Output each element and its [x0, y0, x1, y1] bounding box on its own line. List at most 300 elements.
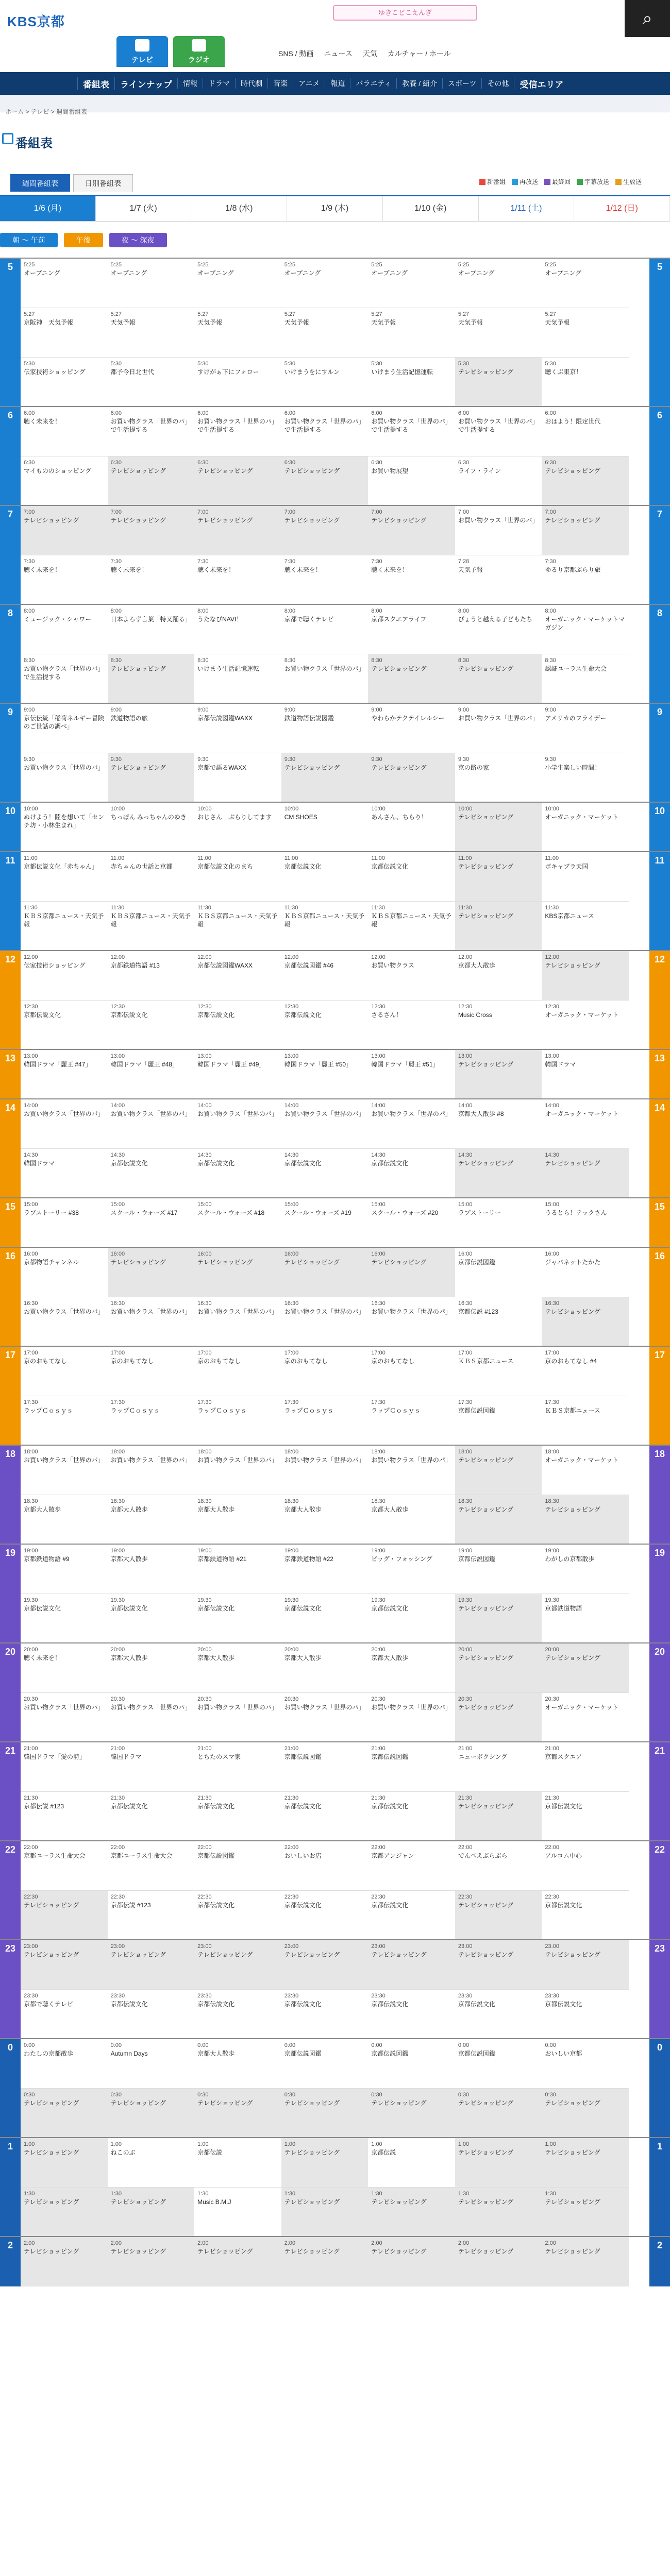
program-cell[interactable] — [108, 1545, 195, 1594]
time-jump-button[interactable]: 朝 ～ 午前 — [0, 233, 58, 247]
program-cell[interactable] — [194, 1990, 281, 2039]
program-cell[interactable] — [21, 1693, 108, 1742]
program-cell[interactable] — [21, 506, 108, 555]
program-cell[interactable] — [108, 2089, 195, 2138]
program-cell[interactable] — [368, 1545, 455, 1594]
program-cell[interactable] — [455, 555, 542, 605]
program-cell[interactable] — [194, 1940, 281, 1990]
program-cell[interactable] — [194, 2188, 281, 2237]
program-cell[interactable] — [455, 1297, 542, 1347]
mainnav-item[interactable]: 番組表 — [77, 77, 114, 90]
program-cell[interactable] — [542, 1099, 629, 1149]
program-cell[interactable] — [194, 1001, 281, 1050]
program-cell[interactable] — [194, 1347, 281, 1396]
program-cell[interactable] — [281, 1001, 368, 1050]
program-cell[interactable] — [281, 407, 368, 456]
program-cell[interactable] — [194, 555, 281, 605]
program-cell[interactable] — [281, 555, 368, 605]
program-cell[interactable] — [194, 902, 281, 951]
program-cell[interactable] — [368, 1149, 455, 1198]
program-cell[interactable] — [455, 1446, 542, 1495]
program-cell[interactable] — [21, 1545, 108, 1594]
program-cell[interactable] — [108, 2039, 195, 2089]
mainnav-item[interactable]: 時代劇 — [235, 78, 267, 89]
program-cell[interactable] — [194, 456, 281, 506]
program-cell[interactable] — [542, 1446, 629, 1495]
program-cell[interactable] — [368, 1099, 455, 1149]
program-cell[interactable] — [281, 1594, 368, 1643]
program-cell[interactable] — [194, 1050, 281, 1099]
program-cell[interactable] — [542, 259, 629, 308]
program-cell[interactable] — [368, 308, 455, 358]
program-cell[interactable] — [542, 1841, 629, 1891]
program-cell[interactable] — [194, 1099, 281, 1149]
program-cell[interactable] — [281, 1742, 368, 1792]
program-cell[interactable] — [194, 605, 281, 654]
program-cell[interactable] — [455, 1792, 542, 1841]
program-cell[interactable] — [108, 852, 195, 902]
program-cell[interactable] — [281, 1446, 368, 1495]
program-cell[interactable] — [21, 803, 108, 852]
program-cell[interactable] — [194, 1891, 281, 1940]
program-cell[interactable] — [108, 1248, 195, 1297]
program-cell[interactable] — [194, 2089, 281, 2138]
program-cell[interactable] — [368, 1643, 455, 1693]
program-cell[interactable] — [368, 1396, 455, 1446]
program-cell[interactable] — [21, 1198, 108, 1248]
program-cell[interactable] — [542, 852, 629, 902]
program-cell[interactable] — [108, 2188, 195, 2237]
program-cell[interactable] — [455, 1347, 542, 1396]
program-cell[interactable] — [281, 654, 368, 704]
program-cell[interactable] — [455, 1149, 542, 1198]
program-cell[interactable] — [194, 803, 281, 852]
program-cell[interactable] — [455, 902, 542, 951]
program-cell[interactable] — [455, 2138, 542, 2188]
program-cell[interactable] — [368, 407, 455, 456]
program-cell[interactable] — [194, 1643, 281, 1693]
program-cell[interactable] — [21, 1248, 108, 1297]
promo-banner[interactable]: ゆきこどこえんぎ — [333, 5, 477, 21]
program-cell[interactable] — [21, 1050, 108, 1099]
program-cell[interactable] — [21, 1841, 108, 1891]
program-cell[interactable] — [21, 407, 108, 456]
program-cell[interactable] — [368, 506, 455, 555]
program-cell[interactable] — [368, 1693, 455, 1742]
program-cell[interactable] — [368, 1742, 455, 1792]
program-cell[interactable] — [21, 1396, 108, 1446]
program-cell[interactable] — [108, 456, 195, 506]
program-cell[interactable] — [194, 1396, 281, 1446]
program-cell[interactable] — [108, 1198, 195, 1248]
program-cell[interactable] — [108, 1891, 195, 1940]
program-cell[interactable] — [194, 704, 281, 753]
program-cell[interactable] — [281, 308, 368, 358]
program-cell[interactable] — [542, 1742, 629, 1792]
program-cell[interactable] — [542, 2188, 629, 2237]
program-cell[interactable] — [194, 506, 281, 555]
program-cell[interactable] — [455, 1099, 542, 1149]
program-cell[interactable] — [281, 2039, 368, 2089]
program-cell[interactable] — [455, 1545, 542, 1594]
program-cell[interactable] — [21, 456, 108, 506]
program-cell[interactable] — [108, 259, 195, 308]
program-cell[interactable] — [281, 1792, 368, 1841]
program-cell[interactable] — [368, 1297, 455, 1347]
program-cell[interactable] — [108, 1742, 195, 1792]
program-cell[interactable] — [455, 1050, 542, 1099]
program-cell[interactable] — [281, 1149, 368, 1198]
program-cell[interactable] — [21, 1940, 108, 1990]
program-cell[interactable] — [108, 308, 195, 358]
program-cell[interactable] — [455, 358, 542, 407]
program-cell[interactable] — [194, 2039, 281, 2089]
program-cell[interactable] — [455, 1891, 542, 1940]
program-cell[interactable] — [368, 803, 455, 852]
program-cell[interactable] — [281, 1841, 368, 1891]
program-cell[interactable] — [194, 951, 281, 1001]
program-cell[interactable] — [455, 1643, 542, 1693]
program-cell[interactable] — [368, 1248, 455, 1297]
nav-weather[interactable]: 天気 — [362, 49, 377, 58]
program-cell[interactable] — [368, 1990, 455, 2039]
program-cell[interactable] — [194, 1446, 281, 1495]
program-cell[interactable] — [368, 456, 455, 506]
program-cell[interactable] — [21, 1149, 108, 1198]
program-cell[interactable] — [368, 1446, 455, 1495]
program-cell[interactable] — [21, 2089, 108, 2138]
program-cell[interactable] — [455, 1990, 542, 2039]
program-cell[interactable] — [542, 1693, 629, 1742]
program-cell[interactable] — [281, 1396, 368, 1446]
program-cell[interactable] — [542, 2237, 629, 2286]
program-cell[interactable] — [108, 1643, 195, 1693]
program-cell[interactable] — [194, 753, 281, 803]
program-cell[interactable] — [368, 1001, 455, 1050]
program-cell[interactable] — [281, 1940, 368, 1990]
program-cell[interactable] — [455, 803, 542, 852]
program-cell[interactable] — [21, 1594, 108, 1643]
program-cell[interactable] — [108, 605, 195, 654]
program-cell[interactable] — [21, 1792, 108, 1841]
program-cell[interactable] — [21, 2237, 108, 2286]
kbs-logo[interactable]: KBS京都 — [7, 14, 65, 29]
nav-culture[interactable]: カルチャー / ホール — [387, 49, 451, 58]
program-cell[interactable] — [455, 605, 542, 654]
program-cell[interactable] — [368, 2138, 455, 2188]
program-cell[interactable] — [21, 2039, 108, 2089]
radio-mode-button[interactable]: ラジオ — [173, 36, 225, 67]
program-cell[interactable] — [194, 1693, 281, 1742]
program-cell[interactable] — [368, 654, 455, 704]
program-cell[interactable] — [108, 1347, 195, 1396]
program-cell[interactable] — [21, 704, 108, 753]
program-cell[interactable] — [455, 2188, 542, 2237]
date-tab[interactable]: 1/11 (土) — [479, 196, 575, 221]
program-cell[interactable] — [281, 1248, 368, 1297]
program-cell[interactable] — [194, 654, 281, 704]
program-cell[interactable] — [542, 1940, 629, 1990]
program-cell[interactable] — [542, 1198, 629, 1248]
program-cell[interactable] — [108, 555, 195, 605]
program-cell[interactable] — [21, 753, 108, 803]
mainnav-item[interactable]: ドラマ — [203, 78, 235, 89]
program-cell[interactable] — [281, 456, 368, 506]
program-cell[interactable] — [455, 2039, 542, 2089]
program-cell[interactable] — [108, 506, 195, 555]
program-cell[interactable] — [455, 852, 542, 902]
program-cell[interactable] — [108, 1050, 195, 1099]
program-cell[interactable] — [194, 1297, 281, 1347]
time-jump-button[interactable]: 夜 ～ 深夜 — [109, 233, 167, 247]
program-cell[interactable] — [455, 654, 542, 704]
program-cell[interactable] — [281, 2188, 368, 2237]
mainnav-item[interactable]: ラインナップ — [114, 77, 177, 90]
program-cell[interactable] — [455, 2089, 542, 2138]
program-cell[interactable] — [194, 1594, 281, 1643]
program-cell[interactable] — [281, 902, 368, 951]
program-cell[interactable] — [368, 704, 455, 753]
program-cell[interactable] — [108, 1792, 195, 1841]
program-cell[interactable] — [368, 1198, 455, 1248]
program-cell[interactable] — [542, 1050, 629, 1099]
nav-sns[interactable]: SNS / 動画 — [278, 49, 314, 58]
program-cell[interactable] — [21, 654, 108, 704]
program-cell[interactable] — [108, 407, 195, 456]
program-cell[interactable] — [368, 2039, 455, 2089]
program-cell[interactable] — [542, 407, 629, 456]
program-cell[interactable] — [108, 1001, 195, 1050]
program-cell[interactable] — [368, 753, 455, 803]
program-cell[interactable] — [542, 1891, 629, 1940]
program-cell[interactable] — [542, 1248, 629, 1297]
program-cell[interactable] — [281, 1545, 368, 1594]
program-cell[interactable] — [455, 1693, 542, 1742]
program-cell[interactable] — [542, 2089, 629, 2138]
program-cell[interactable] — [281, 1297, 368, 1347]
program-cell[interactable] — [194, 1792, 281, 1841]
program-cell[interactable] — [194, 1495, 281, 1545]
program-cell[interactable] — [194, 2237, 281, 2286]
program-cell[interactable] — [368, 1050, 455, 1099]
program-cell[interactable] — [194, 1742, 281, 1792]
mainnav-item[interactable]: バラエティ — [350, 78, 396, 89]
program-cell[interactable] — [108, 1297, 195, 1347]
program-cell[interactable] — [108, 753, 195, 803]
program-cell[interactable] — [281, 2138, 368, 2188]
program-cell[interactable] — [368, 902, 455, 951]
program-cell[interactable] — [108, 1841, 195, 1891]
program-cell[interactable] — [108, 803, 195, 852]
program-cell[interactable] — [542, 1347, 629, 1396]
program-cell[interactable] — [542, 654, 629, 704]
program-cell[interactable] — [108, 1099, 195, 1149]
program-cell[interactable] — [108, 1594, 195, 1643]
program-cell[interactable] — [368, 1940, 455, 1990]
program-cell[interactable] — [542, 803, 629, 852]
program-cell[interactable] — [108, 1495, 195, 1545]
program-cell[interactable] — [21, 1891, 108, 1940]
program-cell[interactable] — [542, 1545, 629, 1594]
mainnav-item[interactable]: 情報 — [177, 78, 203, 89]
program-cell[interactable] — [368, 2188, 455, 2237]
program-cell[interactable] — [21, 605, 108, 654]
program-cell[interactable] — [21, 1990, 108, 2039]
program-cell[interactable] — [21, 1347, 108, 1396]
program-cell[interactable] — [455, 456, 542, 506]
program-cell[interactable] — [542, 605, 629, 654]
program-cell[interactable] — [542, 2138, 629, 2188]
program-cell[interactable] — [368, 605, 455, 654]
program-cell[interactable] — [108, 2237, 195, 2286]
program-cell[interactable] — [108, 704, 195, 753]
program-cell[interactable] — [455, 308, 542, 358]
nav-news[interactable]: ニュース — [324, 49, 353, 58]
program-cell[interactable] — [194, 2138, 281, 2188]
date-tab[interactable]: 1/8 (水) — [191, 196, 287, 221]
program-cell[interactable] — [108, 1396, 195, 1446]
program-cell[interactable] — [21, 1099, 108, 1149]
program-cell[interactable] — [368, 358, 455, 407]
program-cell[interactable] — [21, 1297, 108, 1347]
program-cell[interactable] — [455, 951, 542, 1001]
program-cell[interactable] — [455, 753, 542, 803]
program-cell[interactable] — [455, 1198, 542, 1248]
mainnav-item[interactable]: スポーツ — [442, 78, 481, 89]
program-cell[interactable] — [21, 1495, 108, 1545]
program-cell[interactable] — [108, 1446, 195, 1495]
program-cell[interactable] — [455, 1001, 542, 1050]
program-cell[interactable] — [542, 1495, 629, 1545]
program-cell[interactable] — [542, 1643, 629, 1693]
program-cell[interactable] — [281, 852, 368, 902]
mainnav-item[interactable]: その他 — [481, 78, 514, 89]
program-cell[interactable] — [108, 902, 195, 951]
program-cell[interactable] — [455, 2237, 542, 2286]
program-cell[interactable] — [281, 704, 368, 753]
program-cell[interactable] — [368, 1841, 455, 1891]
program-cell[interactable] — [368, 1347, 455, 1396]
program-cell[interactable] — [194, 259, 281, 308]
program-cell[interactable] — [281, 1198, 368, 1248]
program-cell[interactable] — [21, 259, 108, 308]
mainnav-item[interactable]: アニメ — [293, 78, 325, 89]
program-cell[interactable] — [368, 1891, 455, 1940]
program-cell[interactable] — [368, 951, 455, 1001]
mainnav-item[interactable]: 受信エリア — [514, 77, 568, 90]
program-cell[interactable] — [194, 308, 281, 358]
program-cell[interactable] — [108, 2138, 195, 2188]
program-cell[interactable] — [21, 902, 108, 951]
program-cell[interactable] — [21, 2138, 108, 2188]
program-cell[interactable] — [455, 1841, 542, 1891]
program-cell[interactable] — [21, 1001, 108, 1050]
program-cell[interactable] — [21, 358, 108, 407]
program-cell[interactable] — [108, 951, 195, 1001]
program-cell[interactable] — [542, 1792, 629, 1841]
program-cell[interactable] — [21, 852, 108, 902]
program-cell[interactable] — [108, 1149, 195, 1198]
program-cell[interactable] — [21, 1446, 108, 1495]
program-cell[interactable] — [281, 803, 368, 852]
program-cell[interactable] — [108, 1693, 195, 1742]
program-cell[interactable] — [455, 1940, 542, 1990]
program-cell[interactable] — [368, 1495, 455, 1545]
program-cell[interactable] — [21, 1643, 108, 1693]
date-tab[interactable]: 1/6 (月) — [0, 196, 96, 221]
time-jump-button[interactable]: 午後 — [64, 233, 103, 247]
tab-daily[interactable]: 日別番組表 — [73, 174, 133, 192]
program-cell[interactable] — [368, 1792, 455, 1841]
program-cell[interactable] — [542, 1396, 629, 1446]
program-cell[interactable] — [194, 1149, 281, 1198]
program-cell[interactable] — [194, 1198, 281, 1248]
program-cell[interactable] — [542, 704, 629, 753]
program-cell[interactable] — [455, 1495, 542, 1545]
program-cell[interactable] — [542, 506, 629, 555]
program-cell[interactable] — [281, 2237, 368, 2286]
mainnav-item[interactable]: 報道 — [325, 78, 350, 89]
program-cell[interactable] — [455, 506, 542, 555]
program-cell[interactable] — [455, 1396, 542, 1446]
program-cell[interactable] — [455, 1742, 542, 1792]
program-cell[interactable] — [281, 1891, 368, 1940]
program-cell[interactable] — [542, 1990, 629, 2039]
program-cell[interactable] — [21, 2188, 108, 2237]
program-cell[interactable] — [281, 1693, 368, 1742]
program-cell[interactable] — [281, 605, 368, 654]
program-cell[interactable] — [368, 555, 455, 605]
program-cell[interactable] — [281, 1990, 368, 2039]
program-cell[interactable] — [368, 852, 455, 902]
program-cell[interactable] — [281, 1347, 368, 1396]
program-cell[interactable] — [542, 1001, 629, 1050]
date-tab[interactable]: 1/10 (金) — [383, 196, 479, 221]
program-cell[interactable] — [542, 902, 629, 951]
program-cell[interactable] — [542, 951, 629, 1001]
program-cell[interactable] — [542, 555, 629, 605]
program-cell[interactable] — [281, 259, 368, 308]
program-cell[interactable] — [542, 1149, 629, 1198]
program-cell[interactable] — [542, 1594, 629, 1643]
program-cell[interactable] — [108, 654, 195, 704]
program-cell[interactable] — [194, 407, 281, 456]
program-cell[interactable] — [21, 555, 108, 605]
program-cell[interactable] — [281, 951, 368, 1001]
mainnav-item[interactable]: 教養 / 紹介 — [396, 78, 442, 89]
program-cell[interactable] — [21, 308, 108, 358]
program-cell[interactable] — [108, 1990, 195, 2039]
program-cell[interactable] — [194, 358, 281, 407]
program-cell[interactable] — [194, 1248, 281, 1297]
program-cell[interactable] — [194, 1545, 281, 1594]
program-cell[interactable] — [368, 2237, 455, 2286]
program-cell[interactable] — [194, 852, 281, 902]
program-cell[interactable] — [281, 1099, 368, 1149]
program-cell[interactable] — [368, 1594, 455, 1643]
program-cell[interactable] — [281, 358, 368, 407]
program-cell[interactable] — [108, 358, 195, 407]
program-cell[interactable] — [108, 1940, 195, 1990]
search-icon[interactable]: ⌕ — [625, 0, 670, 37]
program-cell[interactable] — [455, 1248, 542, 1297]
program-cell[interactable] — [455, 1594, 542, 1643]
date-tab[interactable]: 1/9 (木) — [287, 196, 383, 221]
program-cell[interactable] — [21, 951, 108, 1001]
program-cell[interactable] — [542, 2039, 629, 2089]
program-cell[interactable] — [455, 259, 542, 308]
program-cell[interactable] — [542, 753, 629, 803]
